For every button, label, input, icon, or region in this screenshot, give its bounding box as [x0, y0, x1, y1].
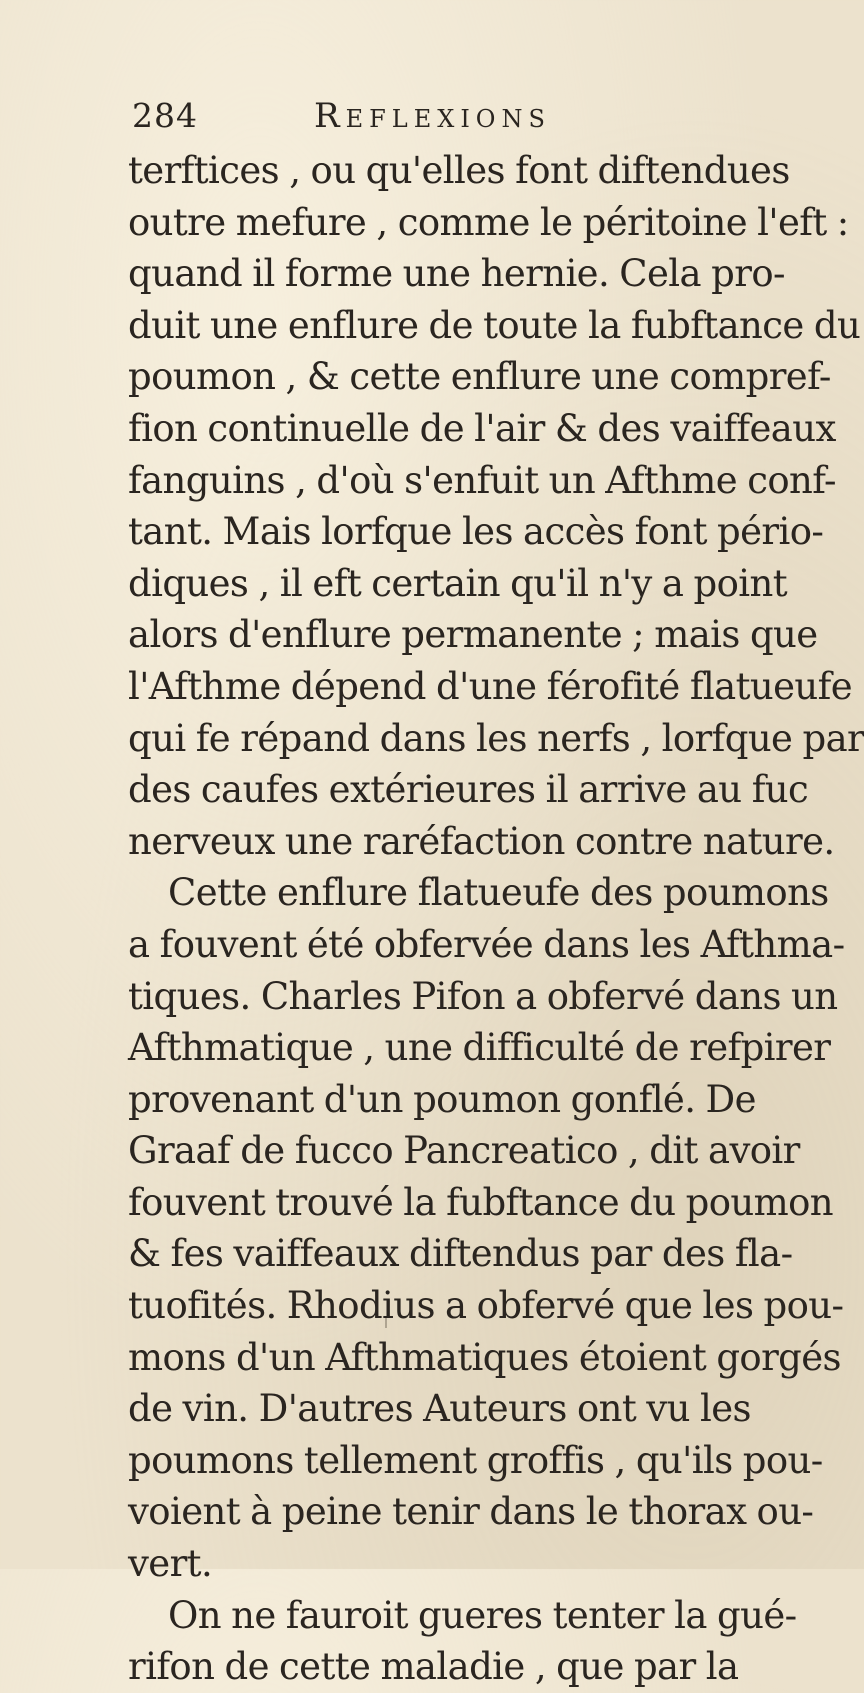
text-line: fanguins , d'où s'enfuit un Afthme conf- [128, 458, 836, 502]
text-line: mons d'un Afthmatiques étoient gorgés [128, 1335, 841, 1379]
text-line: diques , il eft certain qu'il n'y a point [128, 561, 788, 605]
text-line: a fouvent été obfervée dans les Afthma- [128, 922, 845, 966]
text-line: de vin. D'autres Auteurs ont vu les [128, 1387, 751, 1431]
paragraph-start-line: Cette enflure flatueufe des poumons [168, 871, 829, 915]
text-line: poumons tellement groffis , qu'ils pou- [128, 1438, 823, 1482]
text-line: quand il forme une hernie. Cela pro- [128, 252, 785, 296]
page-number: 284 [132, 96, 198, 135]
text-line: terftices , ou qu'elles font diftendues [128, 149, 790, 192]
ink-mark [385, 1318, 391, 1328]
text-line: fion continuelle de l'air & des vaiffeaux [128, 406, 836, 450]
text-line: tuofités. Rhodius a obfervé que les pou- [128, 1284, 844, 1328]
paragraph-start-line: On ne fauroit gueres tenter la gué- [168, 1593, 797, 1637]
text-line: fouvent trouvé la fubftance du poumon [128, 1180, 834, 1224]
text-line: alors d'enflure permanente ; mais que [128, 613, 818, 657]
text-line: & fes vaiffeaux diftendus par des fla- [128, 1232, 793, 1276]
text-line: duit une enflure de toute la fubftance du [128, 303, 861, 347]
text-line: voient à peine tenir dans le thorax ou- [128, 1490, 814, 1534]
text-line: poumon , & cette enflure une compref- [128, 355, 831, 399]
text-line: Afthmatique , une difficulté de refpirer [128, 1026, 831, 1070]
text-line: tant. Mais lorfque les accès font pério- [128, 510, 824, 554]
text-line: des caufes extérieures il arrive au fuc [128, 768, 809, 812]
text-line: outre mefure , comme le péritoine l'eft : [128, 200, 849, 244]
text-line: provenant d'un poumon gonflé. De [128, 1077, 756, 1121]
text-line: tiques. Charles Pifon a obfervé dans un [128, 974, 838, 1018]
running-head: Reflexions [314, 96, 551, 136]
body-text [128, 145, 864, 1693]
text-line: nerveux une raréfaction contre nature. [128, 819, 835, 863]
page-header [132, 92, 692, 140]
text-line: Graaf de fucco Pancreatico , dit avoir [128, 1129, 800, 1173]
text-line: l'Afthme dépend d'une férofité flatueufe [128, 664, 853, 708]
text-line: qui fe répand dans les nerfs , lorfque par [128, 716, 864, 760]
text-line: vert. [128, 1542, 213, 1586]
text-line: rifon de cette maladie , que par la [128, 1645, 739, 1689]
